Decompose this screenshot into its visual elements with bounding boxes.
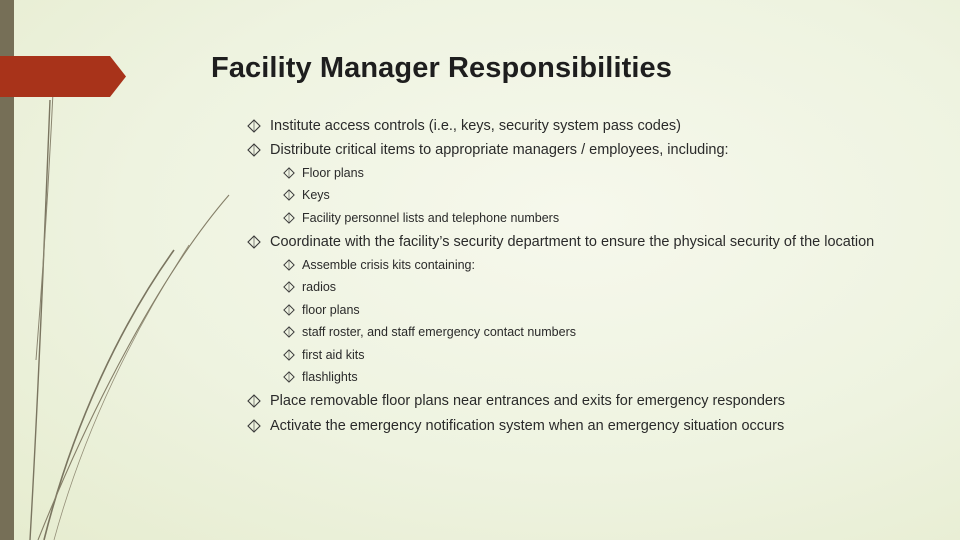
diamond-bullet-icon [283,259,295,271]
bullet-text: Institute access controls (i.e., keys, security system pass codes) [270,118,681,134]
sub-bullet-item [283,325,576,339]
bullet-text: flashlights [302,370,358,384]
diamond-bullet-icon [283,281,295,293]
bullet-text: floor plans [302,303,360,317]
sub-bullet-item [283,258,475,272]
diamond-bullet-icon [283,167,295,179]
diamond-bullet-icon [283,189,295,201]
bullet-text: Floor plans [302,166,364,180]
bullet-item [247,142,729,158]
bullet-text: first aid kits [302,348,365,362]
diamond-bullet-icon [247,394,261,408]
diamond-bullet-icon [247,235,261,249]
diamond-bullet-icon [283,326,295,338]
sub-bullet-item [283,348,365,362]
sub-bullet-item [283,303,360,317]
bullet-item [247,118,681,134]
diamond-bullet-icon [247,419,261,433]
bullet-text: Distribute critical items to appropriate managers / employees, including: [270,142,729,158]
diamond-bullet-icon [283,349,295,361]
bullet-text: staff roster, and staff emergency contact numbers [302,325,576,339]
diamond-bullet-icon [247,119,261,133]
bullet-text: Activate the emergency notification system when an emergency situation occurs [270,418,785,434]
bullet-text: radios [302,280,337,294]
sub-bullet-item [283,370,358,384]
diamond-bullet-icon [283,304,295,316]
bullet-text: Coordinate with the facility’s security department to ensure the physical security of the location [270,234,875,250]
bullet-item [247,418,784,434]
diamond-bullet-icon [247,143,261,157]
bullet-text: Facility personnel lists and telephone numbers [302,211,560,225]
sub-bullet-item [283,188,330,202]
diamond-bullet-icon [283,371,295,383]
sub-bullet-item [283,211,559,225]
sub-bullet-item [283,166,364,180]
bullet-item [247,393,785,409]
bullet-text: Place removable floor plans near entrances and exits for emergency responders [270,393,786,409]
bullet-text: Keys [302,188,330,202]
sub-bullet-item [283,280,336,294]
title-accent-tab [0,56,126,97]
bullet-text: Assemble crisis kits containing: [302,258,475,272]
slide-title: Facility Manager Responsibilities [211,52,672,84]
diamond-bullet-icon [283,212,295,224]
bullet-item [247,234,874,250]
